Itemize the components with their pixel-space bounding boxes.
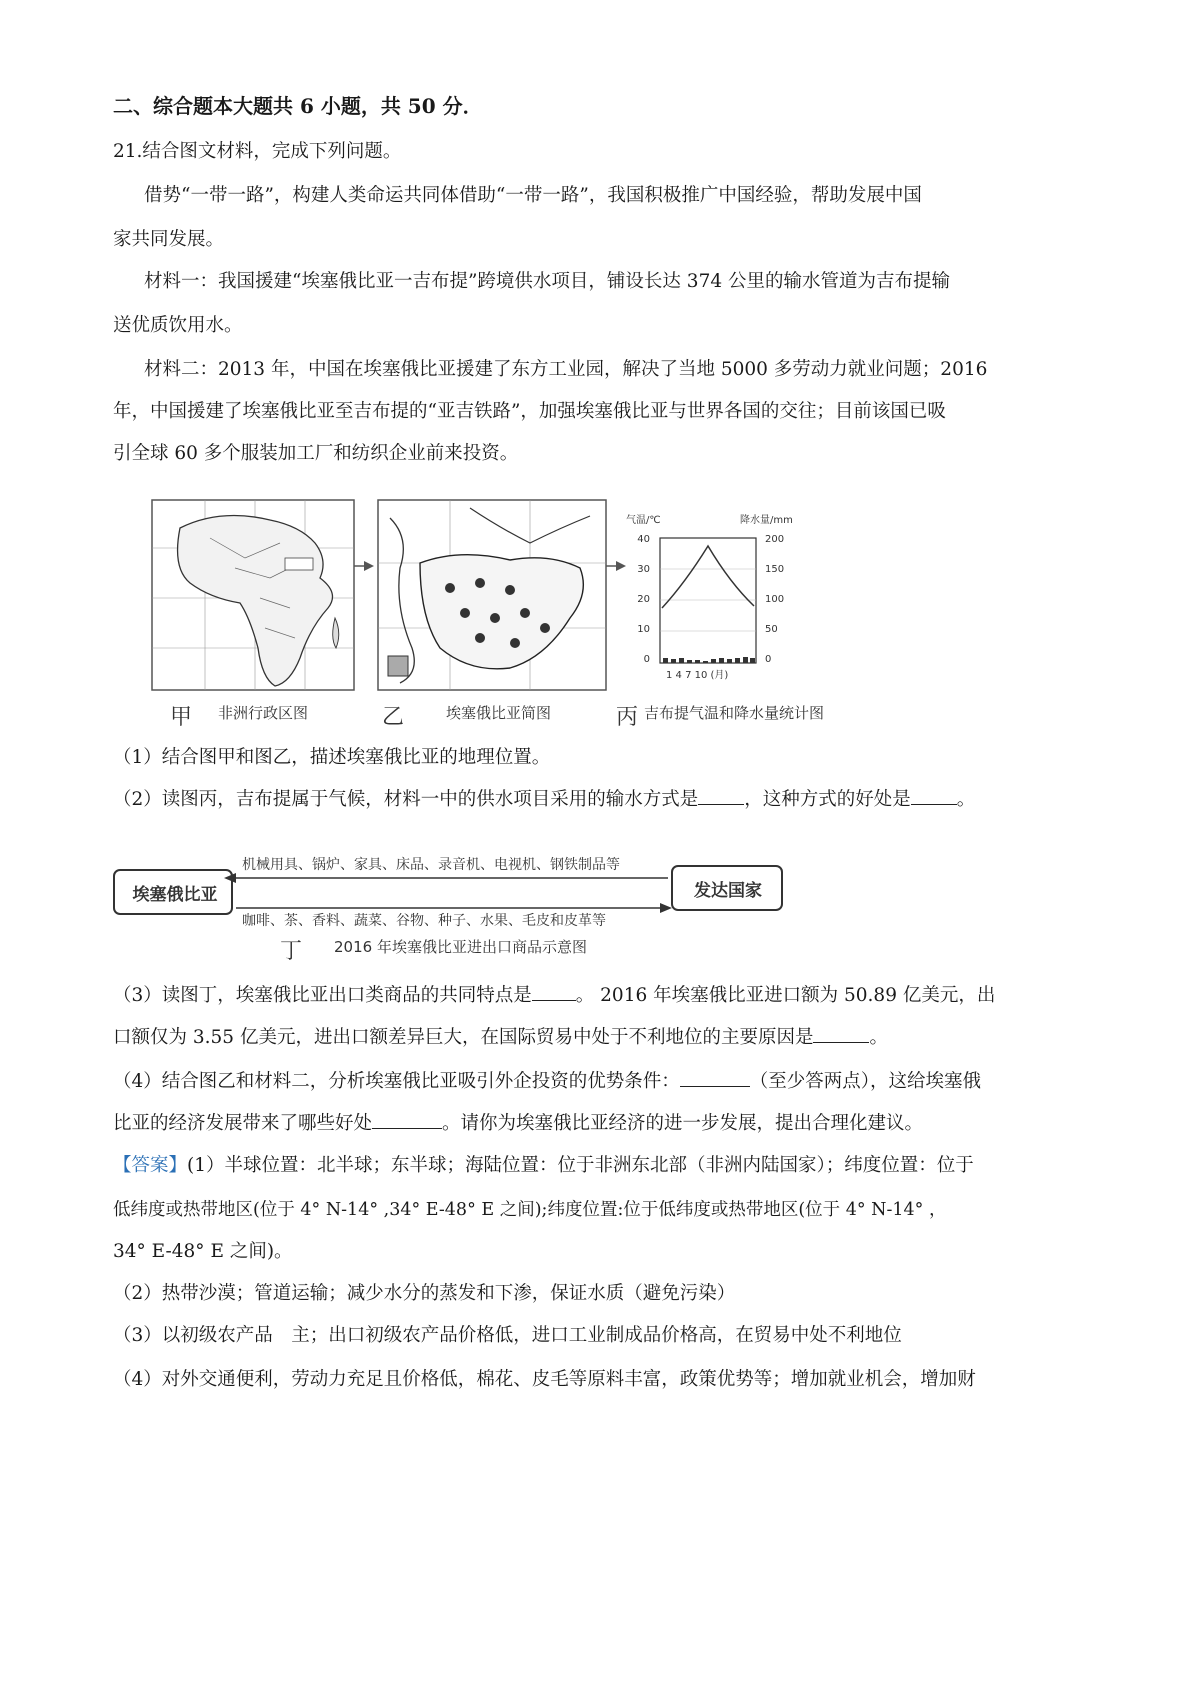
madagascar <box>333 618 339 648</box>
arrowhead-yi-bing <box>616 561 626 571</box>
answer-1-line <box>113 1152 1103 1180</box>
figure-ding-label: 丁 <box>280 939 303 964</box>
question-2-text: ，这种方式的好处是 <box>744 789 911 810</box>
question-2-text: （2）读图丙，吉布提属于气候，材料一中的供水项目采用的输水方式是 <box>113 789 699 810</box>
answer-1-line: 低纬度或热带地区(位于 4° N-14° ,34° E-48° E 之间);纬度位置:位于低纬度或热带地区(位于 4° N-14° ， <box>113 1200 947 1220</box>
precip-tick-label: 200 <box>765 534 785 545</box>
precip-tick-label: 100 <box>765 594 785 605</box>
answer-blank <box>372 1110 442 1129</box>
figure-jia-label: 甲 <box>170 705 193 730</box>
answer-blank <box>911 786 957 805</box>
question-2-text: 。 <box>956 789 976 810</box>
exports-list: 咖啡、茶、香料、蔬菜、谷物、种子、水果、毛皮和皮革等 <box>242 913 606 929</box>
maps-figure <box>150 498 825 730</box>
figure-bing-caption: 吉布提气温和降水量统计图 <box>644 704 825 722</box>
ethiopia-outline <box>420 555 583 669</box>
temp-tick-label: 40 <box>637 534 650 545</box>
temp-axis-title: 气温/℃ <box>626 515 661 526</box>
precip-tick-label: 50 <box>765 624 778 635</box>
question-2 <box>113 786 1103 814</box>
precip-axis-title: 降水量/mm <box>740 515 793 526</box>
trade-figure <box>112 848 792 964</box>
month-ticks: 1 4 7 10 (月) <box>666 670 729 681</box>
question-4-line <box>113 1068 1103 1096</box>
question-4-text: （至少答两点），这给埃塞俄 <box>749 1071 982 1092</box>
question-4-text: （4）结合图乙和材料二，分析埃塞俄比亚吸引外企投资的优势条件： <box>113 1071 680 1092</box>
material-one-line: 送优质饮用水。 <box>113 315 243 336</box>
material-two-line: 材料二：2013 年，中国在埃塞俄比亚援建了东方工业园，解决了当地 5000 多劳动力就业问题；2016 <box>144 359 988 380</box>
export-arrowhead <box>660 903 672 913</box>
precip-ticks <box>765 534 784 665</box>
question-3-text: 口额仅为 3.55 亿美元，进出口额差异巨大，在国际贸易中处于不利地位的主要原因是 <box>113 1027 814 1048</box>
precip-tick-label: 0 <box>765 654 772 665</box>
question-4-text: 比亚的经济发展带来了哪些好处 <box>113 1113 373 1134</box>
precipitation-bars <box>663 657 755 663</box>
temp-tick-label: 30 <box>637 564 650 575</box>
question-4-text: 。请你为埃塞俄比亚经济的进一步发展，提出合理化建议。 <box>442 1113 924 1134</box>
arrowhead-jia-yi <box>364 561 374 571</box>
question-intro: 21.结合图文材料，完成下列问题。 <box>113 141 402 162</box>
precip-tick-label: 150 <box>765 564 785 575</box>
temp-ticks <box>637 534 650 665</box>
answer-4: （4）对外交通便利，劳动力充足且价格低，棉花、皮毛等原料丰富，政策优势等；增加就业机会，增加财 <box>113 1369 976 1390</box>
material-two-line: 引全球 60 多个服装加工厂和纺织企业前来投资。 <box>113 443 519 464</box>
material-two-line: 年，中国援建了埃塞俄比亚至吉布提的“亚吉铁路”，加强埃塞俄比亚与世界各国的交往；目前该国已吸 <box>113 401 946 422</box>
developed-countries-box-label: 发达国家 <box>694 881 762 901</box>
question-3-text: 。 <box>869 1027 888 1048</box>
question-1: （1）结合图甲和图乙，描述埃塞俄比亚的地理位置。 <box>113 747 551 768</box>
figure-ding-caption: 2016 年埃塞俄比亚进出口商品示意图 <box>334 938 587 956</box>
question-3-line <box>113 982 1103 1010</box>
ethiopia-box-label: 埃塞俄比亚 <box>132 885 218 905</box>
question-3-text: （3）读图丁，埃塞俄比亚出口类商品的共同特点是 <box>113 985 532 1006</box>
climate-chart-plot <box>660 538 756 663</box>
answer-blank <box>813 1024 869 1043</box>
answer-1-line: 34° E-48° E 之间)。 <box>113 1241 293 1262</box>
paragraph-line: 家共同发展。 <box>113 229 225 250</box>
figure-bing-label: 丙 <box>616 705 639 730</box>
answer-blank <box>680 1068 750 1087</box>
section-title: 二、综合题本大题共 6 小题，共 50 分． <box>113 94 483 118</box>
answer-tag: 【答案】 <box>113 1155 188 1176</box>
question-3-text: 。 2016 年埃塞俄比亚进口额为 50.89 亿美元，出 <box>575 985 996 1006</box>
answer-2: （2）热带沙漠；管道运输；减少水分的蒸发和下渗，保证水质（避免污染） <box>113 1283 736 1304</box>
paragraph-line: 借势“一带一路”，构建人类命运共同体借助“一带一路”，我国积极推广中国经验，帮助发展中国 <box>144 185 922 206</box>
figure-jia-caption: 非洲行政区图 <box>218 704 309 722</box>
answer-blank <box>532 982 576 1001</box>
temp-tick-label: 10 <box>637 624 650 635</box>
temp-tick-label: 20 <box>637 594 650 605</box>
material-one-line: 材料一：我国援建“埃塞俄比亚一吉布提”跨境供水项目，铺设长达 374 公里的输水管道为吉布提输 <box>144 271 950 292</box>
maps-figure-drawing <box>150 498 820 728</box>
question-3-line <box>113 1024 1103 1052</box>
temp-tick-label: 0 <box>643 654 650 665</box>
figure-yi-label: 乙 <box>382 705 405 730</box>
answer-1-text: (1）半球位置：北半球；东半球；海陆位置：位于非洲东北部（非洲内陆国家）；纬度位置：位于 <box>187 1155 974 1176</box>
figure-yi-caption: 埃塞俄比亚简图 <box>446 704 552 722</box>
imports-list: 机械用具、锅炉、家具、床品、录音机、电视机、钢铁制品等 <box>242 857 620 873</box>
ethiopia-marker <box>285 558 313 570</box>
climate-chart-grid <box>660 569 756 631</box>
temperature-curve <box>662 546 754 608</box>
answer-blank <box>698 786 744 805</box>
djibouti-marker <box>388 656 408 676</box>
answer-3: （3）以初级农产品 主；出口初级农产品价格低，进口工业制成品价格高，在贸易中处不利地位 <box>113 1325 902 1346</box>
question-4-line <box>113 1110 1103 1138</box>
